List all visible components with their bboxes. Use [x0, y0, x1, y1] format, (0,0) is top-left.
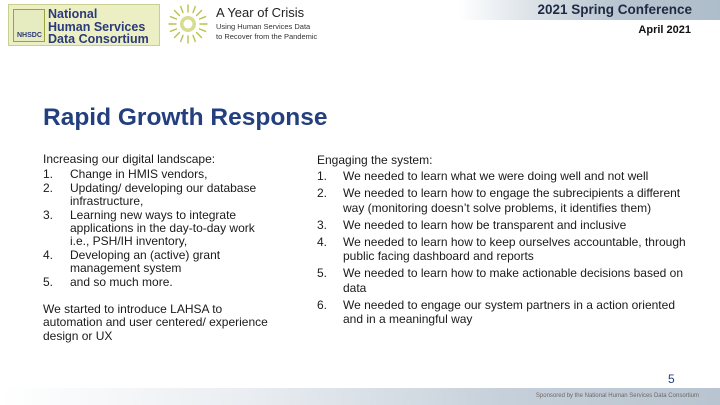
logo-emblem-text: NHSDC: [17, 32, 42, 39]
right-list: [317, 169, 689, 326]
list-text: We needed to engage our system partners in a action oriented and in a meaningful way: [343, 297, 675, 327]
list-item: [43, 182, 273, 209]
logo-line-2: Human Services: [48, 19, 146, 34]
right-column: [317, 153, 689, 329]
list-number: 1.: [43, 167, 54, 182]
left-note: We started to introduce LAHSA to automation and user centered/ experience design or UX: [43, 302, 268, 343]
list-number: 3.: [317, 217, 328, 232]
slide-title: Rapid Growth Response: [43, 104, 328, 131]
list-item: [317, 298, 689, 326]
conference-date: April 2021: [638, 24, 691, 36]
list-number: 5.: [317, 266, 328, 281]
left-column: [43, 153, 273, 343]
list-item: [43, 249, 273, 276]
list-text: Developing an (active) grant management system: [70, 247, 221, 276]
logo-line-3: Data Consortium: [48, 32, 149, 46]
list-number: 2.: [317, 186, 328, 201]
list-item: [317, 218, 689, 232]
list-text: Updating/ developing our database infrastructure,: [70, 180, 257, 209]
list-text: We needed to learn how to keep ourselves accountable, through public facing dashboard and reports: [343, 235, 686, 264]
list-item: [43, 168, 273, 181]
left-list: [43, 168, 273, 289]
list-text: Learning new ways to integrate applications in the day-to-day work i.e., PSH/IH inventory,: [70, 207, 255, 249]
list-number: 5.: [43, 274, 54, 289]
crisis-subtitle-line-2: to Recover from the Pandemic: [216, 31, 318, 41]
crisis-subtitle-line-1: Using Human Services Data: [216, 22, 311, 31]
list-number: 4.: [317, 235, 328, 250]
right-heading: Engaging the system:: [317, 153, 433, 167]
list-number: 6.: [317, 297, 328, 312]
list-item: [43, 276, 273, 289]
list-text: and so much more.: [70, 274, 173, 289]
list-text: We needed to learn how be transparent and inclusive: [343, 217, 627, 232]
logo-text: [48, 8, 149, 46]
list-number: 4.: [43, 247, 54, 262]
logo-line-1: National: [48, 7, 98, 21]
list-item: [317, 186, 689, 214]
footer-sponsor-text: Sponsored by the National Human Services Data Consortium: [535, 393, 699, 399]
list-text: We needed to learn how to engage the subrecipients a different way (monitoring doesn’t solve problems, it identifies them): [343, 186, 681, 215]
left-heading: Increasing our digital landscape:: [43, 152, 216, 166]
sunburst-icon: [167, 3, 209, 45]
list-number: 1.: [317, 169, 328, 184]
list-item: [317, 235, 689, 263]
nhsdc-logo: [8, 4, 160, 46]
list-text: We needed to learn how to make actionable decisions based on data: [343, 266, 684, 295]
crisis-title: A Year of Crisis: [216, 5, 305, 20]
list-number: 2.: [43, 180, 54, 195]
page-number: 5: [668, 372, 675, 386]
list-text: Change in HMIS vendors,: [70, 167, 208, 182]
list-item: [317, 266, 689, 294]
nhsdc-emblem-icon: [13, 9, 45, 42]
conference-banner: [458, 0, 720, 48]
crisis-subtitle: [216, 22, 317, 41]
list-number: 3.: [43, 207, 54, 222]
list-text: We needed to learn what we were doing well and not well: [343, 169, 649, 184]
footer-band: [0, 388, 720, 405]
list-item: [43, 209, 273, 249]
list-item: [317, 169, 689, 183]
slide-header: [0, 0, 720, 48]
conference-title: 2021 Spring Conference: [537, 2, 692, 17]
